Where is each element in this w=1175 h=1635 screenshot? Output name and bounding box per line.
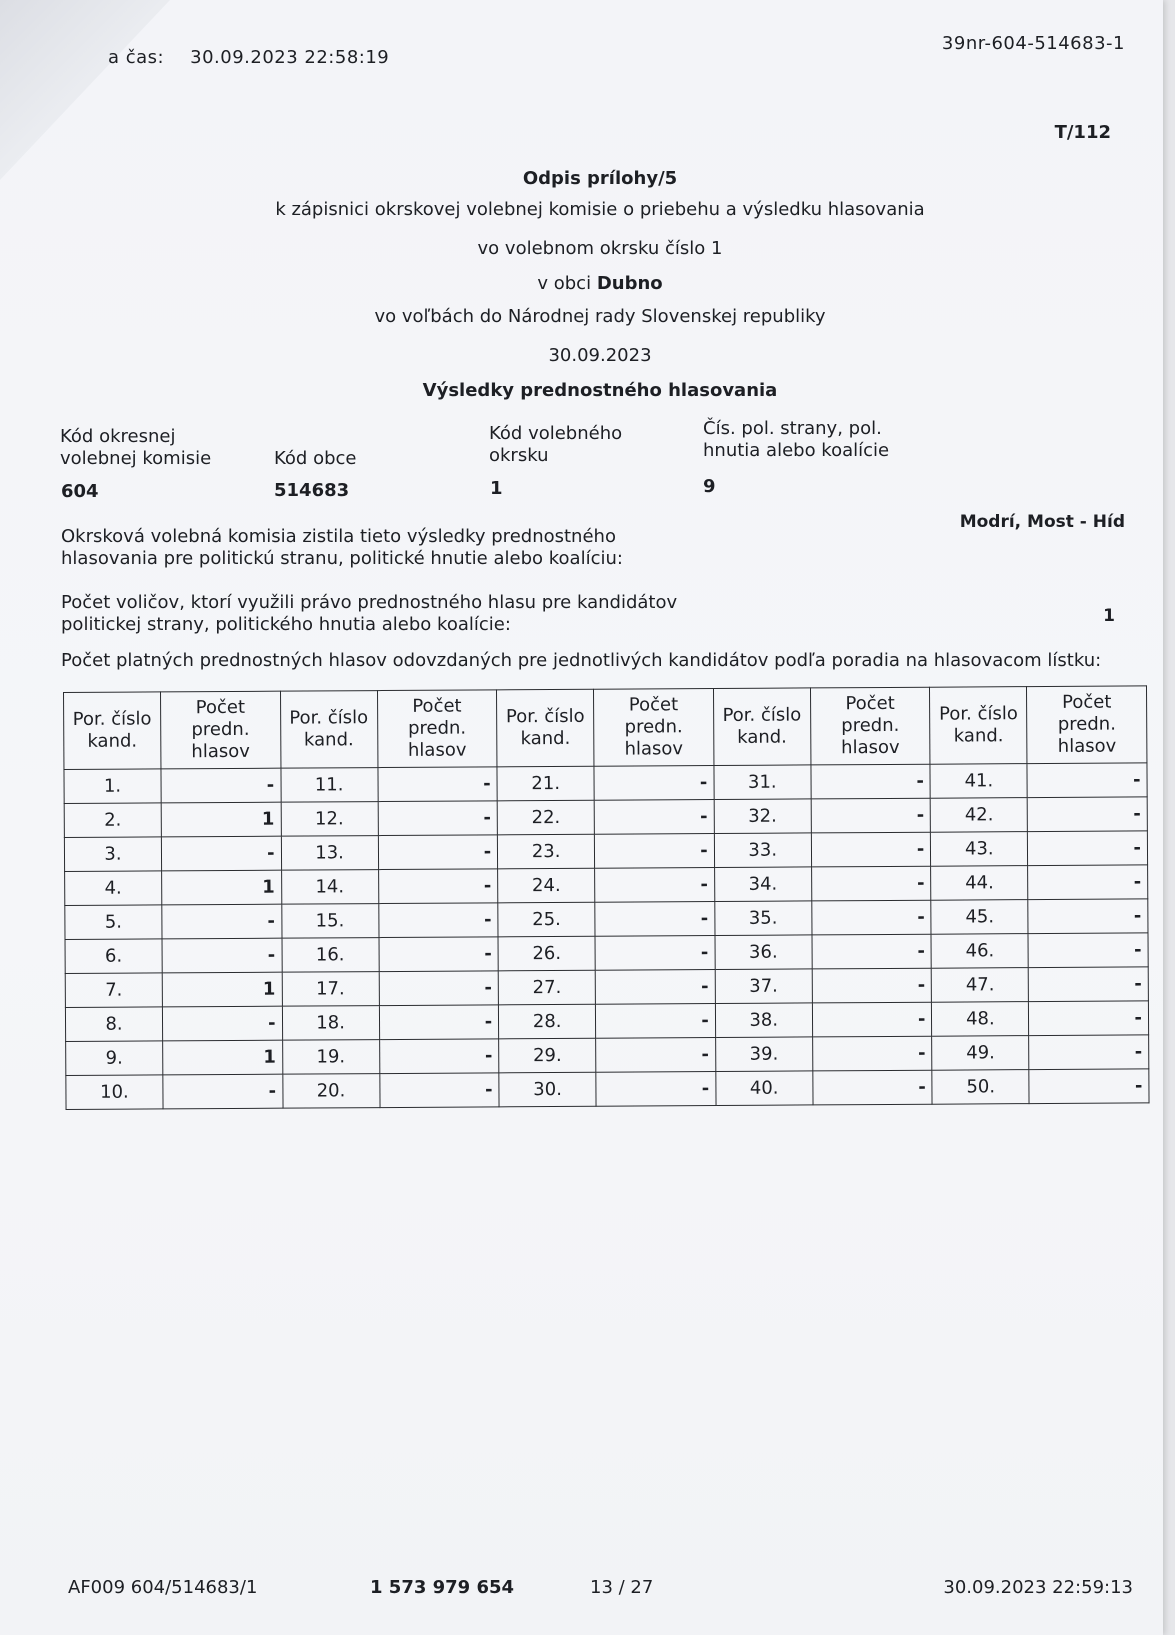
- print-datetime-label: a čas:: [108, 47, 165, 68]
- col-vote-count-header: Počet predn. hlasov: [1027, 686, 1147, 764]
- preferential-vote-count: -: [1029, 1069, 1149, 1104]
- col-vote-count-header: Počet predn. hlasov: [377, 690, 497, 768]
- candidate-number: 24.: [498, 868, 595, 903]
- preferential-vote-count: 1: [163, 1040, 283, 1075]
- preferential-vote-count: -: [161, 768, 281, 803]
- municipality-code-label: Kód obce: [274, 448, 357, 469]
- candidate-number: 17.: [282, 972, 379, 1007]
- candidate-number: 21.: [497, 766, 594, 801]
- preferential-vote-count: -: [162, 904, 282, 939]
- footer-datetime: 30.09.2023 22:59:13: [943, 1577, 1133, 1598]
- col-candidate-number-header: Por. číslo kand.: [713, 688, 810, 766]
- title-line-record: k zápisnici okrskovej volebnej komisie o priebehu a výsledku hlasovania: [275, 199, 925, 220]
- title-line-precinct: vo volebnom okrsku číslo 1: [477, 238, 723, 259]
- preferential-vote-count: -: [379, 1073, 499, 1108]
- candidate-number: 15.: [281, 904, 378, 939]
- candidate-number: 33.: [714, 833, 811, 868]
- party-number-label: Čís. pol. strany, pol. hnutia alebo koalície: [703, 418, 890, 461]
- candidate-number: 1.: [64, 769, 161, 804]
- preferential-vote-count: -: [812, 900, 932, 935]
- document-subtitle: Výsledky prednostného hlasovania: [422, 380, 778, 401]
- candidate-number: 29.: [499, 1038, 596, 1073]
- candidate-number: 13.: [281, 836, 378, 871]
- preferential-vote-count: -: [595, 936, 715, 971]
- preferential-vote-count: -: [379, 937, 499, 972]
- preferential-vote-count: 1: [162, 972, 282, 1007]
- candidate-number: 31.: [714, 765, 811, 800]
- preferential-vote-count: -: [378, 801, 498, 836]
- preferential-vote-count: -: [596, 1072, 716, 1107]
- preferential-vote-count: -: [161, 836, 281, 871]
- preferential-vote-count: -: [594, 800, 714, 835]
- candidate-number: 50.: [932, 1070, 1029, 1105]
- candidate-number: 10.: [66, 1075, 163, 1110]
- col-vote-count-header: Počet predn. hlasov: [160, 691, 280, 769]
- candidate-number: 5.: [65, 905, 162, 940]
- preferential-vote-count: -: [379, 1005, 499, 1040]
- title-line-municipality: [0, 273, 1175, 294]
- title-line-election: vo voľbách do Národnej rady Slovenskej republiky: [374, 306, 826, 327]
- preferential-vote-count: -: [378, 903, 498, 938]
- preferential-vote-count: -: [162, 938, 282, 973]
- district-code-value: 604: [61, 481, 99, 502]
- candidate-number: 42.: [931, 798, 1028, 833]
- preferential-vote-count: -: [379, 1039, 499, 1074]
- commission-statement: Okrsková volebná komisia zistila tieto výsledky prednostného hlasovania pre politickú stranu, politické hnutie alebo koalíciu:: [61, 526, 623, 569]
- candidate-number: 47.: [932, 968, 1029, 1003]
- candidate-number: 8.: [65, 1007, 162, 1042]
- candidate-number: 23.: [498, 834, 595, 869]
- candidate-number: 45.: [931, 900, 1028, 935]
- candidate-number: 40.: [716, 1071, 813, 1106]
- candidate-number: 26.: [498, 936, 595, 971]
- preferential-votes-table: [63, 685, 1150, 1110]
- col-candidate-number-header: Por. číslo kand.: [64, 692, 161, 770]
- preferential-vote-count: -: [595, 834, 715, 869]
- candidate-number: 39.: [715, 1037, 812, 1072]
- candidate-number: 46.: [931, 934, 1028, 969]
- preferential-vote-count: -: [378, 869, 498, 904]
- col-candidate-number-header: Por. číslo kand.: [280, 691, 377, 769]
- preferential-vote-count: -: [162, 1006, 282, 1041]
- candidate-number: 44.: [931, 866, 1028, 901]
- preferential-vote-count: -: [812, 1036, 932, 1071]
- municipality-code-value: 514683: [274, 480, 350, 501]
- precinct-code-value: 1: [490, 478, 503, 499]
- preferential-vote-count: -: [596, 1038, 716, 1073]
- preferential-vote-count: -: [595, 868, 715, 903]
- preferential-vote-count: -: [1028, 831, 1148, 866]
- preferential-voters-value: 1: [1103, 606, 1115, 626]
- candidate-number: 32.: [714, 799, 811, 834]
- candidate-number: 25.: [498, 902, 595, 937]
- preferential-vote-count: 1: [161, 802, 281, 837]
- preferential-vote-count: -: [812, 934, 932, 969]
- preferential-vote-count: -: [811, 832, 931, 867]
- candidate-number: 3.: [64, 837, 161, 872]
- form-code: T/112: [1054, 122, 1111, 143]
- footer-form-ref: AF009 604/514683/1: [68, 1577, 258, 1598]
- candidate-number: 28.: [499, 1004, 596, 1039]
- preferential-vote-count: -: [1028, 865, 1148, 900]
- district-code-label: Kód okresnej volebnej komisie: [60, 426, 212, 469]
- col-vote-count-header: Počet predn. hlasov: [594, 689, 714, 767]
- candidate-number: 18.: [282, 1006, 379, 1041]
- preferential-vote-count: -: [595, 970, 715, 1005]
- preferential-vote-count: -: [1027, 763, 1147, 798]
- preferential-vote-count: -: [378, 835, 498, 870]
- precinct-code-label: Kód volebného okrsku: [489, 423, 623, 466]
- party-number-value: 9: [703, 476, 716, 497]
- candidate-number: 27.: [498, 970, 595, 1005]
- preferential-vote-count: -: [1029, 1035, 1149, 1070]
- preferential-vote-count: -: [813, 1070, 933, 1105]
- candidate-number: 37.: [715, 969, 812, 1004]
- print-datetime-value: 30.09.2023 22:58:19: [190, 47, 390, 68]
- candidate-number: 2.: [64, 803, 161, 838]
- preferential-vote-count: -: [379, 971, 499, 1006]
- col-vote-count-header: Počet predn. hlasov: [810, 687, 930, 765]
- table-header-row: [64, 686, 1147, 770]
- preferential-vote-count: -: [594, 766, 714, 801]
- municipality-name: Dubno: [596, 273, 663, 294]
- preferential-vote-count: -: [1029, 967, 1149, 1002]
- candidate-number: 9.: [66, 1041, 163, 1076]
- print-datetime: [108, 47, 389, 68]
- candidate-number: 19.: [282, 1040, 379, 1075]
- preferential-vote-count: -: [1028, 899, 1148, 934]
- municipality-prefix: v obci: [537, 273, 592, 294]
- candidate-number: 6.: [65, 939, 162, 974]
- table-intro: Počet platných prednostných hlasov odovzdaných pre jednotlivých kandidátov podľa poradia na hlasovacom lístku:: [61, 650, 1102, 671]
- preferential-vote-count: -: [377, 767, 497, 802]
- preferential-vote-count: -: [811, 798, 931, 833]
- document-id: 39nr-604-514683-1: [941, 33, 1125, 54]
- document-title: Odpis prílohy/5: [522, 168, 678, 189]
- candidate-number: 16.: [282, 938, 379, 973]
- candidate-number: 14.: [281, 870, 378, 905]
- col-candidate-number-header: Por. číslo kand.: [497, 689, 594, 767]
- preferential-vote-count: -: [596, 1004, 716, 1039]
- preferential-vote-count: -: [163, 1074, 283, 1109]
- preferential-voters-text: Počet voličov, ktorí využili právo prednostného hlasu pre kandidátov politickej strany, politického hnutia alebo koalície:: [61, 592, 678, 635]
- footer-page-number: 13 / 27: [590, 1577, 654, 1598]
- election-date: 30.09.2023: [548, 345, 652, 366]
- preferential-vote-count: -: [595, 902, 715, 937]
- candidate-number: 7.: [65, 973, 162, 1008]
- preferential-vote-count: -: [1027, 797, 1147, 832]
- footer-checksum: 1 573 979 654: [370, 1577, 515, 1598]
- candidate-number: 20.: [282, 1074, 379, 1109]
- preferential-vote-count: -: [1028, 933, 1148, 968]
- candidate-number: 48.: [932, 1002, 1029, 1037]
- candidate-number: 49.: [932, 1036, 1029, 1071]
- candidate-number: 4.: [65, 871, 162, 906]
- candidate-number: 34.: [714, 867, 811, 902]
- candidate-number: 11.: [281, 768, 378, 803]
- party-name: Modrí, Most - Híd: [959, 512, 1125, 532]
- candidate-number: 12.: [281, 802, 378, 837]
- preferential-vote-count: -: [1029, 1001, 1149, 1036]
- candidate-number: 22.: [497, 800, 594, 835]
- candidate-number: 38.: [715, 1003, 812, 1038]
- candidate-number: 36.: [715, 935, 812, 970]
- folded-page-corner: [0, 0, 170, 180]
- candidate-number: 30.: [499, 1072, 596, 1107]
- col-candidate-number-header: Por. číslo kand.: [930, 687, 1027, 765]
- preferential-vote-count: -: [812, 968, 932, 1003]
- preferential-vote-count: -: [811, 764, 931, 799]
- preferential-vote-count: -: [812, 1002, 932, 1037]
- preferential-vote-count: 1: [162, 870, 282, 905]
- candidate-number: 35.: [715, 901, 812, 936]
- candidate-number: 43.: [931, 832, 1028, 867]
- preferential-vote-count: -: [811, 866, 931, 901]
- table-row: [66, 1069, 1149, 1110]
- candidate-number: 41.: [930, 764, 1027, 799]
